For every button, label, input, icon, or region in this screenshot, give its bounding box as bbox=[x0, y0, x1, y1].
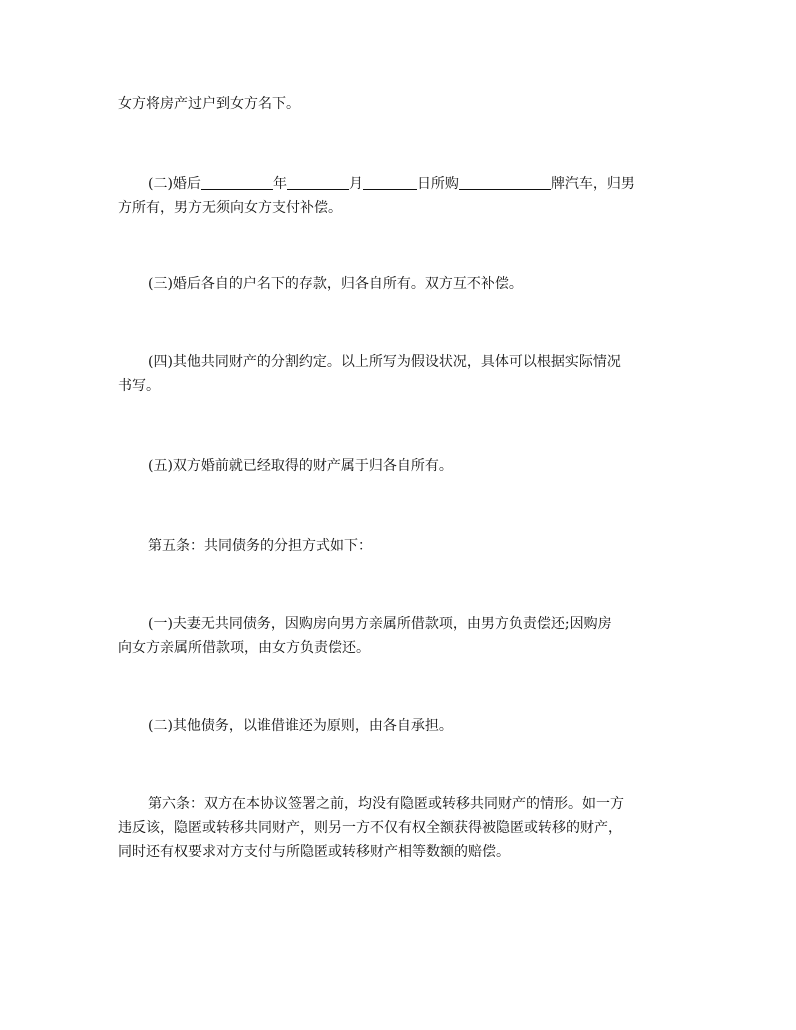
text-segment: (二)婚后 bbox=[148, 176, 201, 192]
text-line: 违反该，隐匿或转移共同财产，则另一方不仅有权全额获得被隐匿或转移的财产， bbox=[118, 820, 622, 836]
text-segment: 牌汽车，归男 bbox=[550, 176, 635, 192]
paragraph-car-ownership bbox=[118, 172, 684, 220]
paragraph-other-property bbox=[118, 350, 684, 398]
text-segment: 月 bbox=[348, 176, 363, 192]
blank-car-brand-field[interactable] bbox=[459, 175, 551, 190]
blank-year-field[interactable] bbox=[201, 175, 273, 190]
text-line: 女方将房产过户到女方名下。 bbox=[118, 96, 300, 112]
text-segment: 年 bbox=[272, 176, 287, 192]
blank-day-field[interactable] bbox=[363, 175, 417, 190]
text-line: (三)婚后各自的户名下的存款，归各自所有。双方互不补偿。 bbox=[148, 276, 523, 292]
paragraph-deposits bbox=[118, 272, 684, 296]
text-line: 第六条：双方在本协议签署之前，均没有隐匿或转移共同财产的情形。如一方 bbox=[148, 796, 624, 812]
paragraph-no-common-debt bbox=[118, 612, 684, 660]
text-line: 第五条：共同债务的分担方式如下： bbox=[148, 538, 372, 554]
text-line-with-blanks bbox=[118, 172, 684, 196]
text-line: (四)其他共同财产的分割约定。以上所写为假设状况，具体可以根据实际情况 bbox=[148, 354, 621, 370]
text-line: (五)双方婚前就已经取得的财产属于归各自所有。 bbox=[148, 458, 453, 474]
article-six bbox=[118, 792, 684, 864]
blank-month-field[interactable] bbox=[287, 175, 349, 190]
text-line: (二)其他债务，以谁借谁还为原则，由各自承担。 bbox=[148, 718, 453, 734]
text-line: 同时还有权要求对方支付与所隐匿或转移财产相等数额的赔偿。 bbox=[118, 844, 510, 860]
text-segment: 日所购 bbox=[416, 176, 459, 192]
paragraph-house-transfer bbox=[118, 92, 684, 116]
text-line: (一)夫妻无共同债务，因购房向男方亲属所借款项，由男方负责偿还;因购房 bbox=[148, 616, 612, 632]
text-line: 向女方亲属所借款项，由女方负责偿还。 bbox=[118, 640, 370, 656]
article-five-heading bbox=[118, 534, 684, 558]
paragraph-other-debts bbox=[118, 714, 684, 738]
text-line: 书写。 bbox=[118, 378, 160, 394]
text-line: 方所有，男方无须向女方支付补偿。 bbox=[118, 200, 342, 216]
paragraph-premarital-property bbox=[118, 454, 684, 478]
